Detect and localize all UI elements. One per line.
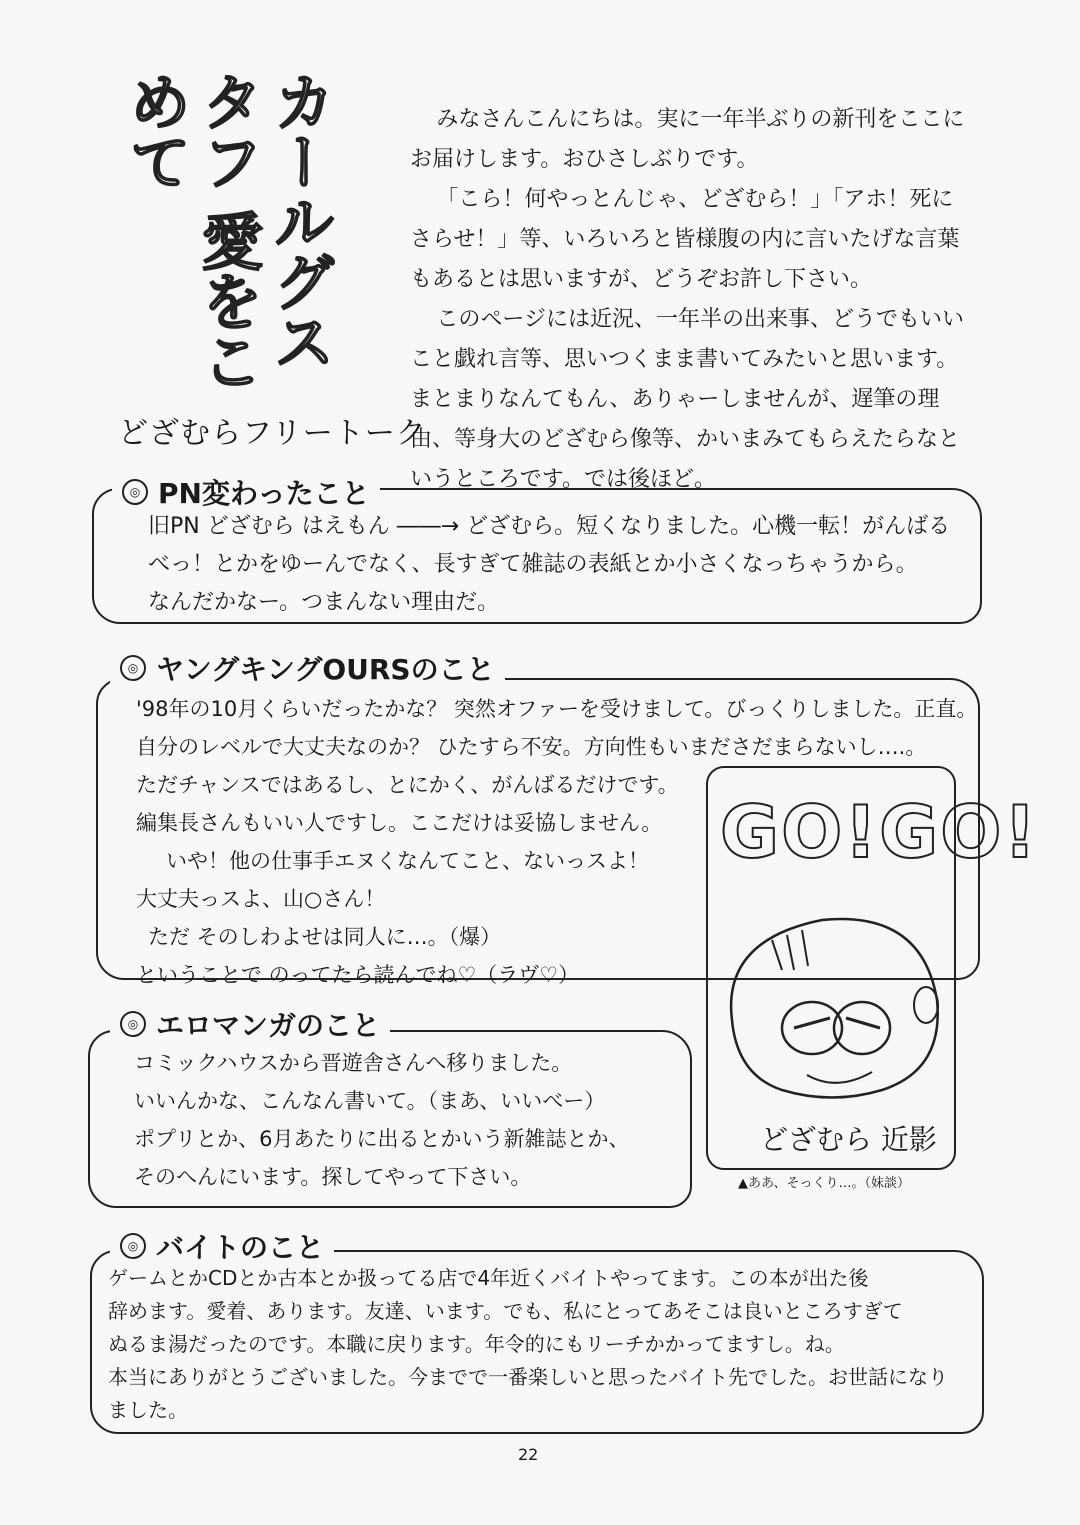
intro-para-3: このページには近況、一年半の出来事、どうでもいいこと戯れ言等、思いつくまま書いてみたいと思います。まとまりなんてもん、ありゃーしませんが、遅筆の理由、等身大のどざむら像等、かいまみてもらえたらなというところです。では後ほど。 xyxy=(410,307,964,492)
title-vertical xyxy=(120,70,335,420)
intro-text xyxy=(410,100,970,500)
section-body-eromanga xyxy=(134,1044,630,1196)
section-line: いいんかな、こんなん書いて。（まあ、いいべー） xyxy=(134,1089,606,1113)
title-line-1: カールグスタフ xyxy=(191,70,336,370)
portrait-note: ▲ああ、そっくり…。（妹談） xyxy=(738,1176,910,1191)
section-line: 本当にありがとうございました。今までで一番楽しいと思ったバイト先でした。お世話になり xyxy=(108,1365,948,1389)
section-line: コミックハウスから晋遊舎さんへ移りました。 xyxy=(134,1051,573,1075)
section-line: ただ そのしわよせは同人に…。（爆） xyxy=(148,925,502,949)
section-line: 辞めます。愛着、あります。友達、います。でも、私にとってあそこは良いところすぎて xyxy=(108,1299,903,1323)
section-line: '98年の10月くらいだったかな？ 突然オファーを受けまして。びっくりしました。正直。 xyxy=(136,697,978,721)
intro-para-2: 「こら！何やっとんじゃ、どざむら！」「アホ！死にさらせ！」等、いろいろと皆様腹の内に言いたげな言葉もあるとは思いますが、どうぞお許し下さい。 xyxy=(410,187,960,292)
section-heading-ours xyxy=(110,648,505,688)
portrait-caption: どざむら 近影 xyxy=(760,1123,937,1156)
section-line: ぬるま湯だったのです。本職に戻ります。年令的にもリーチかかってますし。ね。 xyxy=(108,1332,845,1356)
section-line: 自分のレベルで大丈夫なのか？ ひたすら不安。方向性もいまださだまらないし….。 xyxy=(136,735,927,759)
bullet-mark: ◎ xyxy=(120,1233,146,1259)
section-heading-baito xyxy=(110,1226,334,1266)
page-number: 22 xyxy=(518,1445,539,1464)
self-portrait-drawing xyxy=(712,900,948,1110)
section-line: べっ！とかをゆーんでなく、長すぎて雑誌の表紙とか小さくなっちゃうから。 xyxy=(148,552,918,577)
section-line: 旧PN どざむら はえもん ――→ どざむら。短くなりました。心機一転！がんばる xyxy=(148,514,951,539)
section-line: ポプリとか、6月あたりに出るとかいう新雑誌とか、 xyxy=(134,1127,630,1151)
section-line: そのへんにいます。探してやって下さい。 xyxy=(134,1165,532,1189)
section-line: ました。 xyxy=(108,1398,188,1422)
intro-para-1: みなさんこんにちは。実に一年半ぶりの新刊をここにお届けします。おひさしぶりです。 xyxy=(410,107,965,172)
section-line: ゲームとかCDとか古本とか扱ってる店で4年近くバイトやってます。この本が出た後 xyxy=(108,1266,869,1290)
bullet-mark: ◎ xyxy=(120,655,146,681)
section-heading-pn xyxy=(112,472,380,512)
section-heading-eromanga xyxy=(110,1004,390,1044)
section-body-pn xyxy=(148,508,950,622)
section-line: 大丈夫っスよ、山○さん！ xyxy=(136,887,386,911)
title-line-2: 愛をこめて xyxy=(119,70,264,390)
section-line: 編集長さんもいい人ですし。ここだけは妥協しません。 xyxy=(136,811,663,835)
title-subtitle: どざむらフリートーク xyxy=(118,416,427,451)
bullet-mark: ◎ xyxy=(122,479,148,505)
section-body-baito xyxy=(108,1262,948,1427)
section-title: エロマンガのこと xyxy=(156,1009,381,1042)
section-title: バイトのこと xyxy=(156,1231,325,1264)
section-title: PN変わったこと xyxy=(158,477,370,510)
section-title: ヤングキングOURSのこと xyxy=(156,653,495,686)
section-line: いや！他の仕事手エヌくなんてこと、ないっスよ！ xyxy=(166,849,649,873)
section-line: なんだかなー。つまんない理由だ。 xyxy=(148,590,500,615)
bullet-mark: ◎ xyxy=(120,1011,146,1037)
go-go-lettering: GO!GO! xyxy=(720,790,1039,874)
section-line: ということで のってたら読んでね♡（ラヴ♡） xyxy=(136,963,580,987)
section-line: ただチャンスではあるし、とにかく、がんばるだけです。 xyxy=(136,773,679,797)
